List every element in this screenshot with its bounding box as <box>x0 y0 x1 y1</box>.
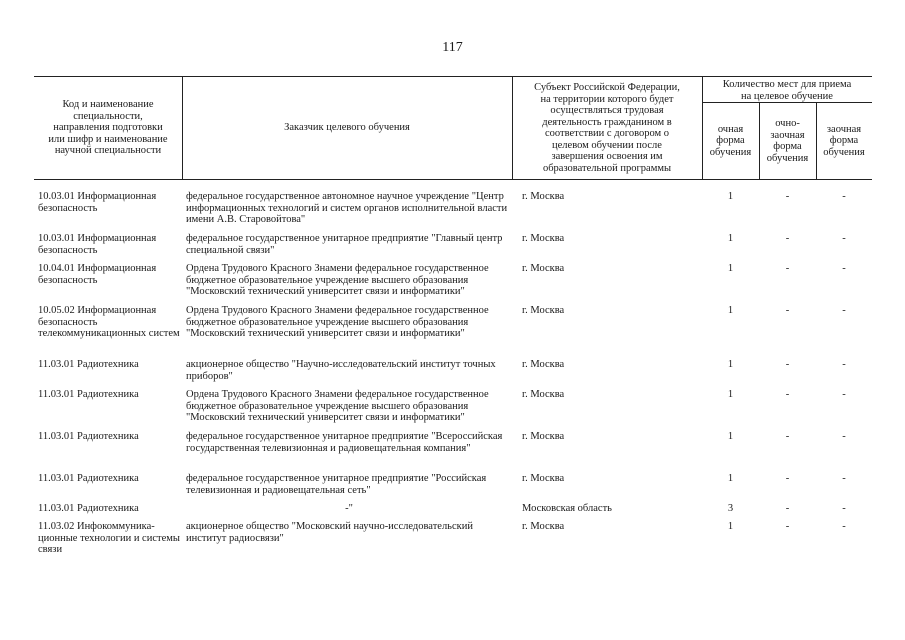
header-places: Количество мест для приема на целевое обучение <box>702 77 872 103</box>
table-row: 10.05.02 Информационная безопасность телекоммуникационных систем Ордена Трудового Красного Знамени федеральное государственное бюджетное образовательное учреждение высшего образования "Московский технический университет связи и информатики" г. Москва 1 - - <box>38 305 846 339</box>
table-row: 11.03.01 Радиотехника федеральное государственное унитарное предприятие "Российская телевизионная и радиовещательная сеть" г. Москва 1 - - <box>38 473 846 496</box>
header-extramural: заочная форма обучения <box>823 123 865 158</box>
table-row: 11.03.01 Радиотехника Ордена Трудового Красного Знамени федеральное государственное бюджетное образовательное учреждение высшего образования "Московский технический университет связи и информатики" г. Москва 1 - - <box>38 389 846 423</box>
table-row: 11.03.01 Радиотехника -" Московская область 3 - - <box>38 503 846 514</box>
header-full-time: очная форма обучения <box>709 123 752 158</box>
table-row: 10.03.01 Информационная безопасность федеральное государственное автономное научное учреждение "Центр информационных технологий и систем органов исполнительной власти имени А.В. Старовойтова" г. Москва 1 - - <box>38 191 846 225</box>
header-specialty: Код и наименование специальности, направления подготовки или шифр и наименование научной специальности <box>48 99 168 157</box>
table-row: 10.04.01 Информационная безопасность Ордена Трудового Красного Знамени федеральное государственное бюджетное образовательное учреждение высшего образования "Московский технический университет связи и информатики" г. Москва 1 - - <box>38 263 846 297</box>
header-region: Субъект Российской Федерации, на территории которого будет осуществляться трудовая деятельность гражданином в соответствии с договором о целевом обучении после завершения освоения им образовательной программы <box>534 82 680 174</box>
page-number: 117 <box>442 40 463 55</box>
table-header <box>34 76 872 180</box>
table-body <box>34 191 872 563</box>
table-row: 10.03.01 Информационная безопасность федеральное государственное унитарное предприятие "Главный центр специальной связи" г. Москва 1 - - <box>38 233 846 256</box>
header-customer: Заказчик целевого обучения <box>284 122 410 134</box>
table-row: 11.03.02 Инфокоммуника-ционные технологии и системы связи акционерное общество "Московский научно-исследовательский институт радиосвязи" г. Москва 1 - - <box>38 521 846 555</box>
header-part-time: очно-заочная форма обучения <box>766 118 809 164</box>
table-row: 11.03.01 Радиотехника акционерное общество "Научно-исследовательский институт точных приборов" г. Москва 1 - - <box>38 359 846 382</box>
table-row: 11.03.01 Радиотехника федеральное государственное унитарное предприятие "Всероссийская государственная телевизионная и радиовещательная компания" г. Москва 1 - - <box>38 431 846 454</box>
